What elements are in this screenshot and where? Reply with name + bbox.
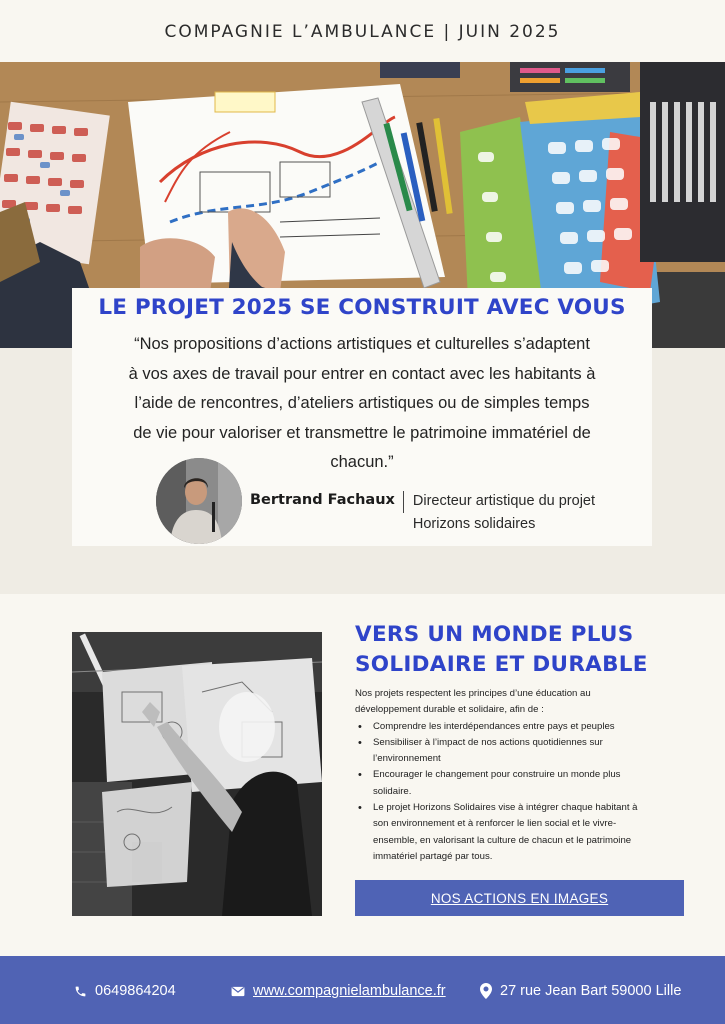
list-item-line: l’environnement <box>373 753 441 765</box>
page-title: COMPAGNIE L’AMBULANCE | JUIN 2025 <box>164 22 561 42</box>
phone-number: 0649864204 <box>95 983 176 999</box>
list-item-line: • Sensibiliser à l’impact de nos actions quotidiennes sur <box>373 736 603 748</box>
quote-text <box>72 330 652 478</box>
page-header <box>0 0 725 64</box>
quote-line: l’aide de rencontres, d’ateliers artistiques ou de simples temps <box>134 394 590 412</box>
author-block <box>250 491 633 536</box>
list-item-line: immatériel partagé par tous. <box>373 850 493 862</box>
author-name: Bertrand Fachaux <box>250 492 395 508</box>
list-item <box>355 800 685 865</box>
section-intro <box>355 686 685 719</box>
quote-card-title: LE PROJET 2025 SE CONSTRUIT AVEC VOUS <box>98 295 626 320</box>
phone-icon <box>74 985 87 998</box>
author-portrait-image <box>156 458 242 544</box>
list-item <box>355 719 685 735</box>
list-item <box>355 767 685 800</box>
quote-line: à vos axes de travail pour entrer en contact avec les habitants à <box>128 364 596 383</box>
section-title-line: VERS UN MONDE PLUS <box>355 622 634 647</box>
quote-line: de vie pour valoriser et transmettre le patrimoine immatériel de <box>133 423 591 442</box>
quote-card <box>72 288 652 546</box>
intro-line: Nos projets respectent les principes d’une éducation au <box>355 688 591 699</box>
author-avatar <box>156 458 242 544</box>
footer-address <box>480 983 681 999</box>
list-item <box>355 735 685 768</box>
author-role <box>413 490 633 536</box>
list-item-line: • Le projet Horizons Solidaires vise à intégrer chaque habitant à <box>373 802 638 814</box>
solidarity-section <box>355 620 685 865</box>
list-item-line: ensemble, en valorisant la culture de chacun et le patrimoine <box>373 834 632 846</box>
list-item-line: solidaire. <box>373 785 412 797</box>
list-item-line: • Comprendre les interdépendances entre pays et peuples <box>373 720 615 732</box>
quote-line: chacun.” <box>330 453 394 471</box>
location-pin-icon <box>480 983 492 999</box>
footer-website[interactable] <box>231 983 446 999</box>
principles-list <box>355 719 685 866</box>
hanging-drawings-image <box>72 632 322 916</box>
address-text: 27 rue Jean Bart 59000 Lille <box>500 983 682 999</box>
author-role-line: Horizons solidaires <box>412 516 536 532</box>
footer-phone[interactable] <box>74 983 176 999</box>
quote-line: “Nos propositions d’actions artistiques et culturelles s’adaptent <box>134 335 590 353</box>
footer <box>0 956 725 1024</box>
actions-in-images-button[interactable]: NOS ACTIONS EN IMAGES <box>355 880 684 916</box>
website-link[interactable]: www.compagnielambulance.fr <box>253 983 446 999</box>
intro-line: développement durable et solidaire, afin de : <box>355 704 544 716</box>
mail-icon <box>231 986 245 997</box>
list-item-line: • Encourager le changement pour construire un monde plus <box>373 769 621 781</box>
drawings-photo <box>72 632 322 916</box>
section-title-line: SOLIDAIRE ET DURABLE <box>355 652 648 677</box>
author-role-line: Directeur artistique du projet <box>412 493 596 509</box>
list-item-line: son environnement et à renforcer le lien social et le vivre- <box>373 818 617 830</box>
section-title <box>355 620 685 680</box>
author-separator <box>403 491 404 513</box>
